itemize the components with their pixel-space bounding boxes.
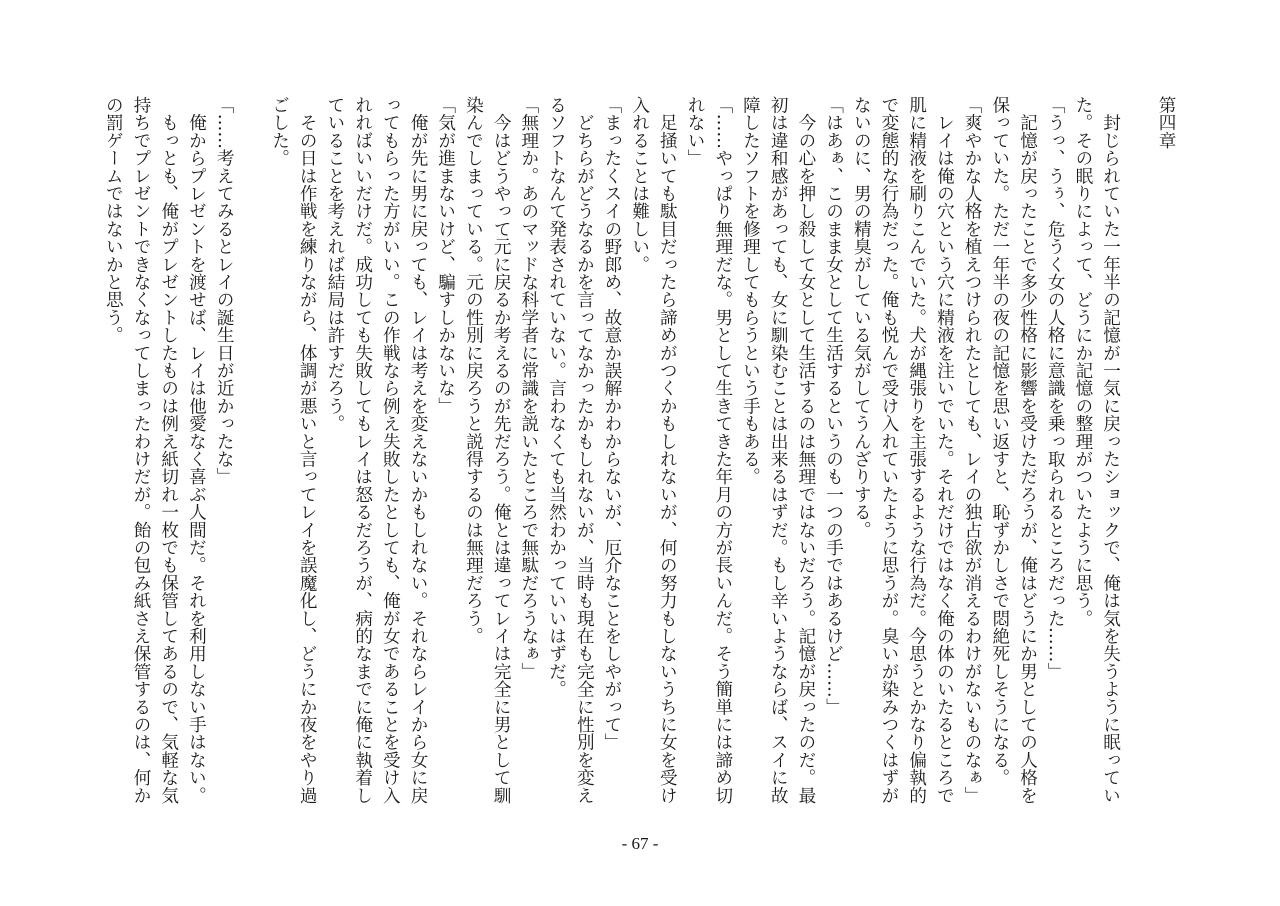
text-line: 障したソフトを修理してもらうという手もある。 <box>740 96 761 486</box>
text-line: どちらがどうなるかを言ってなかったかもしれないが、当時も現在も完全に性別を変え <box>574 96 595 804</box>
text-line: 「うっ、うぅ、危うく女の人格に意識を乗っ取られるところだった……」 <box>1045 96 1066 681</box>
text-line: その日は作戦を練りながら、体調が悪いと言ってレイを誤魔化し、どうにか夜をやり過 <box>297 96 318 804</box>
text-line: 今の心を押し殺して女として生活するのは無理ではないだろう。記憶が戻ったのだ。最 <box>795 96 816 804</box>
text-line: 持ちでプレゼントできなくなってしまったわけだが。飴の包み紙さえ保管するのは、何か <box>131 96 152 804</box>
text-line: るソフトなんて発表されていない。言わなくても当然わかっていいはずだ。 <box>546 96 567 698</box>
text-line: 今はどうやって元に戻るか考えるのが先だろう。俺とは違ってレイは完全に男として馴 <box>491 96 512 804</box>
blank-line <box>1124 96 1152 816</box>
text-line: レイは俺の穴という穴に精液を注いでいた。それだけではなく俺の体のいたるところで <box>934 96 955 804</box>
text-line: 「……考えてみるとレイの誕生日が近かったな」 <box>214 96 235 486</box>
text-line: もっとも、俺がプレゼントしたものは例え紙切れ一枚でも保管してあるので、気軽な気 <box>158 96 179 804</box>
text-line: 肌に精液を刷りこんでいた。犬が縄張りを主張するような行為だ。今思うとかなり偏執的 <box>906 96 927 804</box>
vertical-text-body <box>99 96 1179 816</box>
text-line: 封じられていた一年半の記憶が一気に戻ったショックで、俺は気を失うように眠ってい <box>1100 96 1121 804</box>
text-line: 「無理か。あのマッドな科学者に常識を説いたところで無駄だろうなぁ」 <box>518 96 539 681</box>
text-line: 「爽やかな人格を植えつけられたとしても、レイの独占欲が消えるわけがないものなぁ」 <box>962 96 983 804</box>
text-line: れればいいだけだ。成功しても失敗してもレイは怒るだろうが、病的なまでに俺に執着し <box>352 96 373 804</box>
blank-line <box>237 96 265 816</box>
text-line: ごした。 <box>269 96 290 167</box>
text-line: 入れることは難しい。 <box>629 96 650 273</box>
text-line: 保っていた。ただ一年半の夜の記憶を思い返すと、恥ずかしさで悶絶死しそうになる。 <box>989 96 1010 787</box>
text-line: ってもらった方がいい。この作戦なら例え失敗したとしても、俺が女であることを受け入 <box>380 96 401 804</box>
text-line: 俺からプレゼントを渡せば、レイは他愛なく喜ぶ人間だ。それを利用しない手はない。 <box>186 96 207 804</box>
chapter-title: 第四章 <box>1156 96 1176 150</box>
text-line: 「気が進まないけど、騙すしかないな」 <box>435 96 456 415</box>
text-line: ていることを考えれば結局は許すだろう。 <box>324 96 345 433</box>
text-line: 「……やっぱり無理だな。男として生きてきた年月の方が長いんだ。そう簡単には諦め切 <box>712 96 733 804</box>
text-line: 足掻いても駄目だったら諦めがつくかもしれないが、何の努力もしないうちに女を受け <box>657 96 678 804</box>
text-line: ないのに、男の精臭がしている気がしてうんざりする。 <box>851 96 872 539</box>
text-line: 初は違和感があっても、女に馴染むことは出来るはずだ。もし辛いようならば、スイに故 <box>768 96 789 804</box>
text-line: の罰ゲームではないかと思う。 <box>103 96 124 344</box>
text-line: れない」 <box>685 96 706 167</box>
text-line: で変態的な行為だった。俺も悦んで受け入れていたように思うが。臭いが染みつくはずが <box>878 96 899 804</box>
text-line: 「まったくスイの野郎め、故意か誤解かわからないが、厄介なことをしやがって」 <box>601 96 622 751</box>
text-line: 記憶が戻ったことで多少性格に影響を受けただろうが、俺はどうにか男としての人格を <box>1017 96 1038 804</box>
text-line: 「はあぁ、このまま女として生活するというのも一つの手ではあるけど……」 <box>823 96 844 716</box>
text-line: 染んでしまっている。元の性別に戻ろうと説得するのは無理だろう。 <box>463 96 484 645</box>
text-line: 俺が先に男に戻っても、レイは考えを変えないかもしれない。それならレイから女に戻 <box>408 96 429 804</box>
text-line: た。その眠りによって、どうにか記憶の整理がついたように思う。 <box>1072 96 1093 627</box>
page-number: - 67 - <box>621 834 659 853</box>
